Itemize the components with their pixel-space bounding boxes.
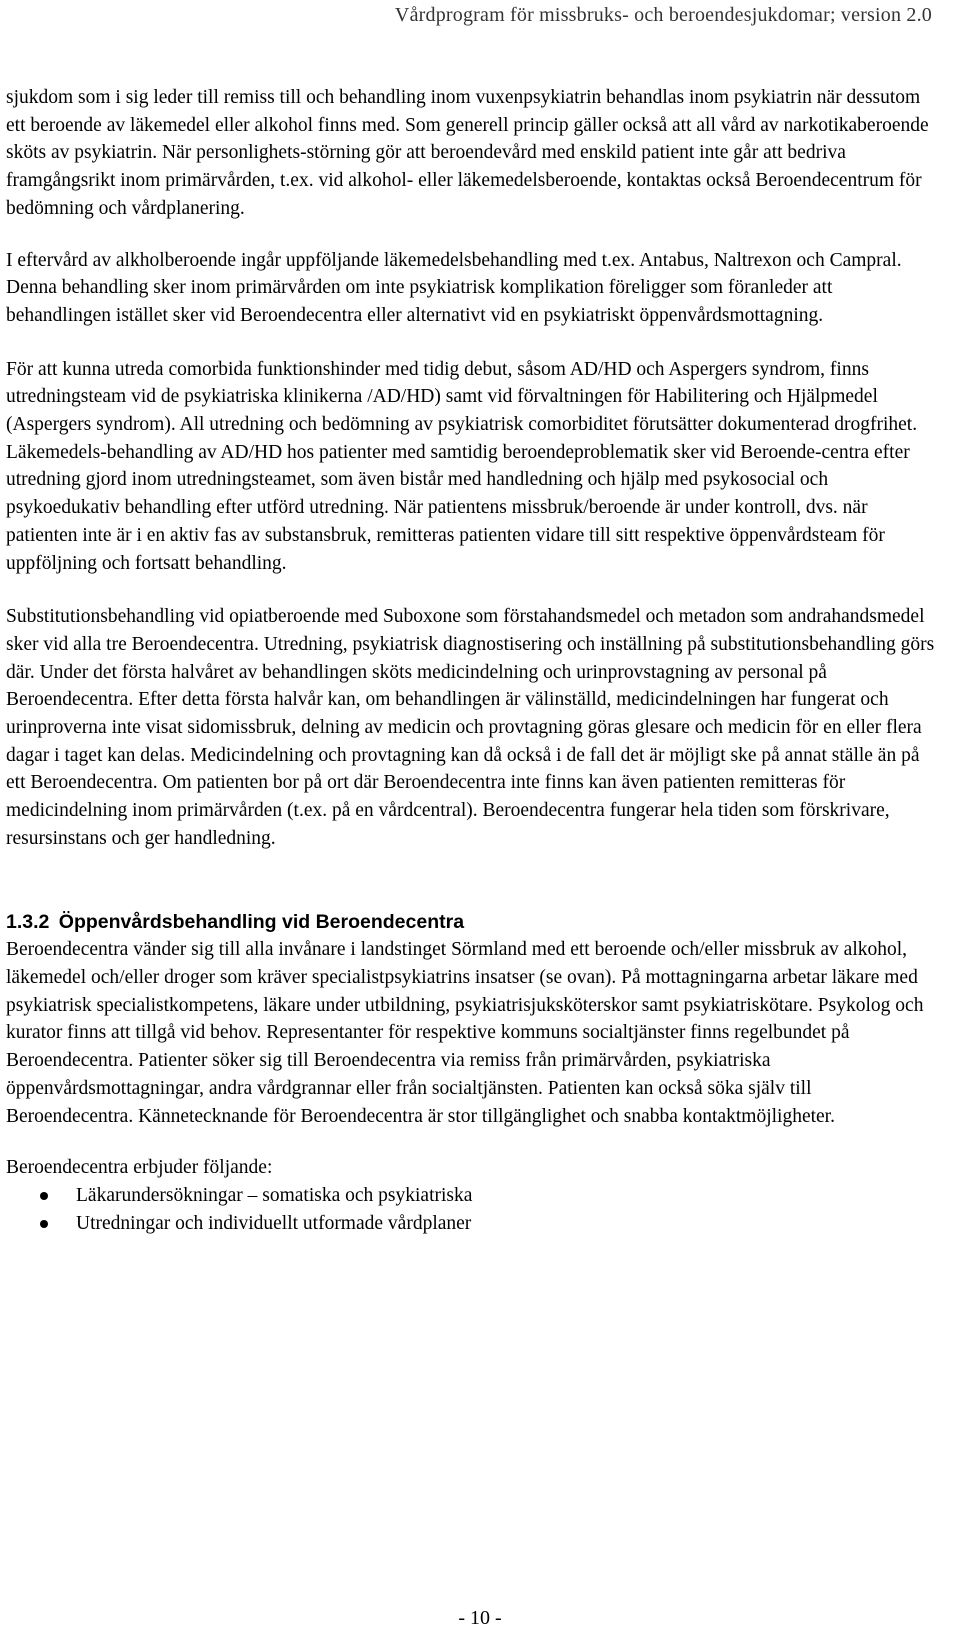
bullet-icon [40, 1192, 48, 1200]
section-number: 1.3.2 [6, 910, 50, 933]
list-item-text: Läkarundersökningar – somatiska och psykiatriska [76, 1184, 473, 1206]
list-item [6, 1182, 936, 1210]
paragraph-psychiatry-referral: sjukdom som i sig leder till remiss till och behandling inom vuxenpsykiatrin behandlas inom psykiatrin när dessutom ett beroende av läkemedel eller alkohol finns med. Som generell princip gäller också att all vård av narkotikaberoende sköts av psykiatrin. När personlighets-störning gör att beroendevård med enskild patient inte går att bedriva framgångsrikt inom primärvården, t.ex. vid alkohol- eller läkemedelsberoende, kontaktas också Beroendecentrum för bedömning och vårdplanering. [6, 87, 929, 219]
offers-list [6, 1182, 936, 1237]
offers-intro: Beroendecentra erbjuder följande: [6, 1157, 273, 1179]
page-number: - 10 - [458, 1607, 502, 1629]
section-heading [6, 909, 936, 937]
list-item [6, 1210, 936, 1238]
document-running-header: Vårdprogram för missbruks- och beroendesjukdomar; version 2.0 [394, 4, 932, 26]
paragraph-aftercare: I eftervård av alkholberoende ingår uppföljande läkemedelsbehandling med t.ex. Antabus, Naltrexon och Campral. Denna behandling sker inom primärvården om inte psykiatrisk komplikation föreligger som föranleder att behandlingen istället sker vid Beroendecentra eller alternativt vid en psykiatriskt öppenvårdsmottagning. [6, 249, 902, 326]
section-body: Beroendecentra vänder sig till alla invånare i landstinget Sörmland med ett beroende och/eller missbruk av alkohol, läkemedel och/eller droger som kräver specialistpsykiatrins insatser (se ovan). På mottagningarna arbetar läkare med psykiatrisk specialistkompetens, läkare under utbildning, psykiatrisjuksköterskor samt psykiatriskötare. Psykolog och kurator finns att tillgå vid behov. Representanter för respektive kommuns socialtjänster finns regelbundet på Beroendecentra. Patienter söker sig till Beroendecentra via remiss från primärvården, psykiatriska öppenvårdsmottagningar, andra vårdgrannar eller från socialtjänsten. Patienten kan också söka själv till Beroendecentra. Kännetecknande för Beroendecentra är stor tillgänglighet och snabba kontaktmöjligheter. [6, 939, 924, 1127]
section-title: Öppenvårdsbehandling vid Beroendecentra [58, 910, 465, 933]
document-body [6, 84, 936, 1237]
paragraph-comorbidity: För att kunna utreda comorbida funktionshinder med tidig debut, såsom AD/HD och Aspergers syndrom, finns utredningsteam vid de psykiatriska klinikerna /AD/HD) samt vid förvaltningen för Habilitering och Hjälpmedel (Aspergers syndrom). All utredning och bedömning av psykiatrisk comorbiditet förutsätter dokumenterad drogfrihet. Läkemedels-behandling av AD/HD hos patienter med samtidig beroendeproblematik sker vid Beroende-centra efter utredning gjord inom utredningsteamet, som även bistår med handledning och hjälp med psykosocial och psykoedukativ behandling efter utförd utredning. När patientens missbruk/beroende är under kontroll, dvs. när patienten inte är i en aktiv fas av substansbruk, remitteras patienten vidare till sitt respektive öppenvårdsteam för uppföljning och fortsatt behandling. [6, 358, 918, 574]
paragraph-substitution: Substitutionsbehandling vid opiatberoende med Suboxone som förstahandsmedel och metadon som andrahandsmedel sker vid alla tre Beroendecentra. Utredning, psykiatrisk diagnostisering och inställning på substitutionsbehandling görs där. Under det första halvåret av behandlingen sköts medicindelning och urinprovstagning av personal på Beroendecentra. Efter detta första halvår kan, om behandlingen är välinställd, medicindelningen har fungerat och urinproverna inte visat sidomissbruk, delning av medicin och provtagning göras glesare och medicin för en eller flera dagar i taget kan delas. Medicindelning och provtagning kan då också i de fall det är möjligt ske på annat ställe än på ett Beroendecentra. Om patienten bor på ort där Beroendecentra inte finns kan även patienten remitteras för medicindelning inom primärvården (t.ex. på en vårdcentral). Beroendecentra fungerar hela tiden som förskrivare, resursinstans och ger handledning. [6, 606, 935, 849]
bullet-icon [40, 1220, 48, 1228]
list-item-text: Utredningar och individuellt utformade vårdplaner [76, 1212, 472, 1234]
